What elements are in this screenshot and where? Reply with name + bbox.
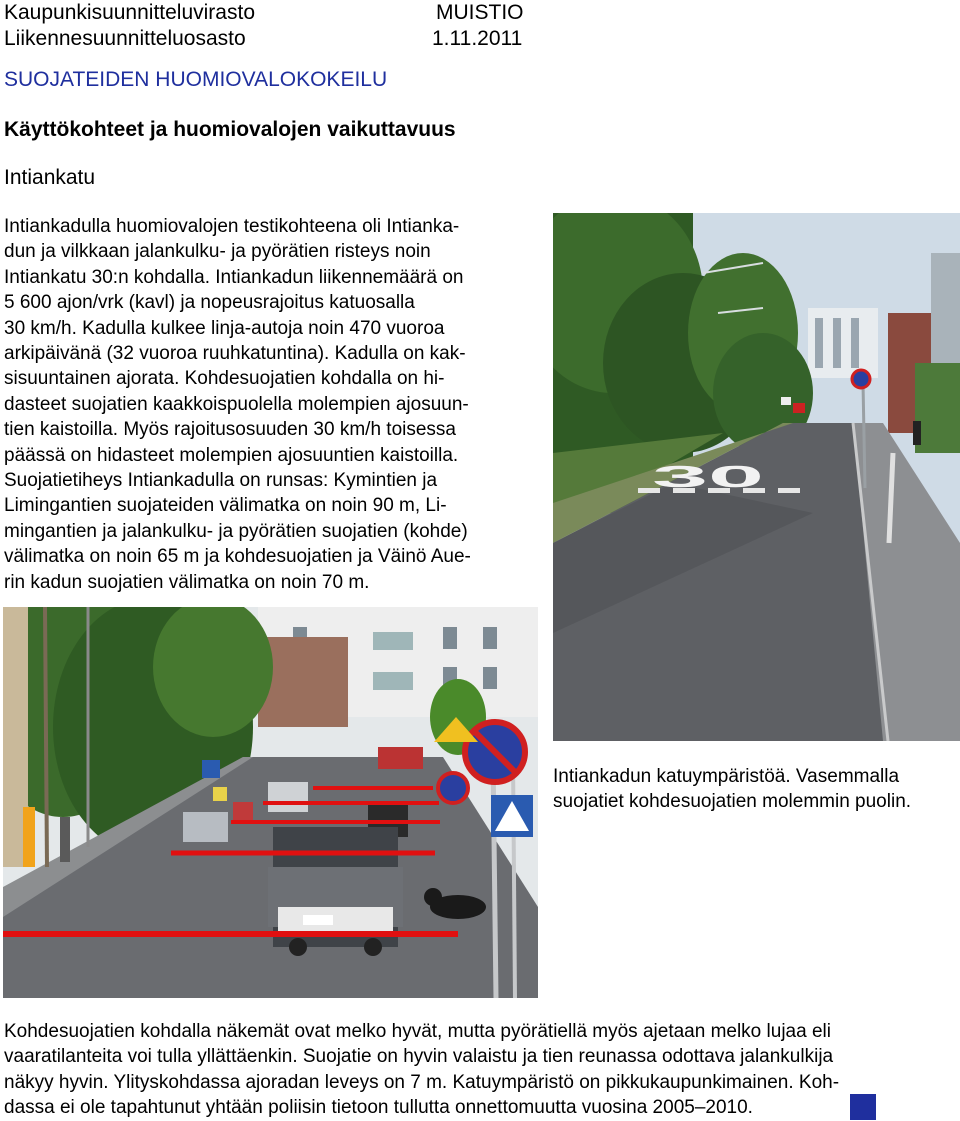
page-marker (850, 1094, 876, 1120)
body-line: Suojatietiheys Intiankadulla on runsas: Kymintien ja (4, 470, 438, 492)
body-line: päässä on hidasteet molempien ajosuuntien kaistoilla. (4, 444, 459, 466)
subsection-heading: Intiankatu (4, 166, 96, 189)
body-line: 5 600 ajon/vrk (kavl) ja nopeusrajoitus katuosalla (4, 292, 415, 314)
document-date: 1.11.2011 (432, 27, 523, 50)
caption-line: Intiankadun katuympäristöä. Vasemmalla (553, 766, 900, 787)
body-line: Intiankadulla huomiovalojen testikohteena oli Intianka- (4, 216, 460, 237)
footer-line: Kohdesuojatien kohdalla näkemät ovat melko hyvät, mutta pyörätiellä myös ajetaan melko lujaa eli (4, 1021, 831, 1042)
footer-line: vaaratilanteita voi tulla yllättäenkin. Suojatie on hyvin valaistu ja tien reunassa odottava jalankulkija (4, 1046, 834, 1068)
body-line: tien kaistoilla. Myös rajoitusosuuden 30 km/h toisessa (4, 419, 457, 441)
photo-caption (553, 764, 911, 814)
street-photo-left (3, 607, 538, 998)
body-paragraph (4, 214, 471, 595)
body-line: välimatka on noin 65 m ja kohdesuojatien ja Väinö Aue- (4, 546, 471, 568)
office-name: Kaupunkisuunnitteluvirasto (4, 1, 255, 24)
body-line: mingantien ja jalankulku- ja pyörätien suojatien (kohde) (4, 520, 468, 542)
footer-line: dassa ei ole tapahtunut yhtään poliisin tietoon tullutta onnettomuutta vuosina 2005–2010. (4, 1097, 753, 1119)
section-heading: Käyttökohteet ja huomiovalojen vaikuttavuus (4, 118, 456, 141)
caption-line: suojatiet kohdesuojatien molemmin puolin. (553, 791, 912, 812)
body-line: dasteet suojatien kaakkoispuolella molempien ajosuun- (4, 393, 469, 415)
document-type: MUISTIO (436, 1, 524, 24)
body-line: rin kadun suojatien välimatka on noin 70 m. (4, 571, 370, 593)
department-name: Liikennesuunnitteluosasto (4, 27, 246, 50)
document-title: SUOJATEIDEN HUOMIOVALOKOKEILU (4, 68, 388, 91)
body-line: sisuuntainen ajorata. Kohdesuojatien kohdalla on hi- (4, 368, 445, 390)
body-line: dun ja vilkkaan jalankulku- ja pyörätien risteys noin (4, 241, 431, 263)
body-line: Limingantien suojateiden välimatka on noin 90 m, Li- (4, 495, 447, 517)
road-marking-30: 30 (652, 459, 765, 494)
body-line: 30 km/h. Kadulla kulkee linja-autoja noin 470 vuoroa (4, 317, 445, 339)
footer-paragraph (4, 1019, 839, 1121)
street-photo-right (553, 213, 960, 741)
footer-line: näkyy hyvin. Ylityskohdassa ajoradan leveys on 7 m. Katuympäristö on pikkukaupunkimainen. Koh- (4, 1071, 840, 1093)
body-line: arkipäivänä (32 vuoroa ruuhkatuntina). Kadulla on kak- (4, 343, 466, 365)
body-line: Intiankatu 30:n kohdalla. Intiankadun liikennemäärä on (4, 266, 464, 288)
